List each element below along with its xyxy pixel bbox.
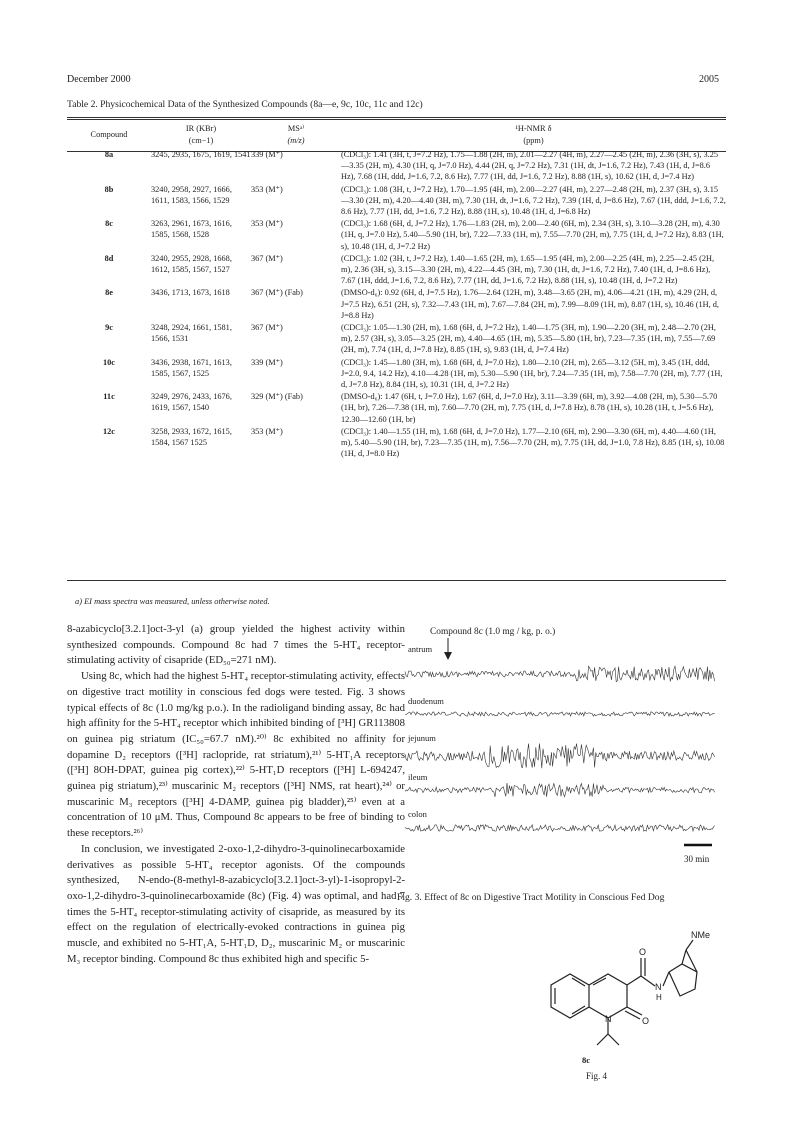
table-bottom-rule bbox=[67, 580, 726, 581]
table-row bbox=[67, 218, 726, 253]
structure-8c-drawing bbox=[545, 900, 711, 1060]
cell-nmr: (DMSO-d₆): 1.47 (6H, t, J=7.0 Hz), 1.67 (6H, d, J=7.0 Hz), 3.11—3.39 (6H, m), 3.92—4.08 (2H, m), 5.30—5.70 (1H, br), 7.26—7.38 (1H, m), 7.60—7.70 (2H, m), 7.75 (1H, d, J=7.8 Hz), 8.78 (1H, s), 10.28 (1H, t, J=5.6 Hz), 12.30—12.60 (1H, br) bbox=[341, 392, 718, 424]
page-number: 2005 bbox=[699, 74, 719, 85]
cell-ms: 353 (M⁺) bbox=[251, 219, 283, 229]
body-paragraph-3: In conclusion, we investigated 2-oxo-1,2-dihydro-3-quinolinecarboxamide derivatives as possible 5-HT₄ receptor agonists. Of the compounds synthesized, N-endo-(8-methyl-8-azabicyclo[3.2.1]oct-3-yl)-1-isopropyl-2-oxo-1,2-dihydro-3-quinolinecarboxamide (8c) (Fig. 4) was optimal, and had 7 times the 5-HT₄ receptor-stimulating activity of cisapride, as measured by its effect on the regulation of electrically-evoked contractions in guinea pig muscle, and exhibited no 5-HT₁A, 5-HT₁D, D₂, muscarinic M₂ or muscarinic M₃ receptor binding. Compound 8c thus exhibited high and specific 5- bbox=[67, 842, 405, 965]
trace-label-antrum: antrum bbox=[408, 644, 433, 654]
table-row bbox=[67, 287, 726, 322]
structure-compound-label: 8c bbox=[582, 1055, 591, 1065]
cell-nmr: (CDCl₃): 1.08 (3H, t, J=7.2 Hz), 1.70—1.95 (4H, m), 2.00—2.27 (4H, m), 2.27—2.48 (2H, m), 2.37 (3H, s), 3.15—3.30 (2H, m), 4.20—4.40 (3H, m), 7.30 (1H, dt, J=1.6, 7.2 Hz), 7.39 (1H, d, J=8.6 Hz), 7.67 (1H, ddd, J=1.6, 7.2, 8.6 Hz), 7.77 (1H, dd, J=1.6, 7.2 Hz), 8.88 (1H, s), 10.48 (1H, d, J=6.8 Hz) bbox=[341, 184, 726, 217]
amide-oxygen-label: O bbox=[639, 947, 647, 957]
benzene-ring bbox=[551, 974, 589, 1018]
nme-label: NMe bbox=[691, 930, 711, 940]
cell-ir: 3436, 1713, 1673, 1618 bbox=[151, 288, 230, 298]
table-row bbox=[67, 184, 726, 219]
cell-ms: 367 (M⁺) (Fab) bbox=[251, 288, 303, 298]
cell-compound: 8b bbox=[104, 184, 114, 194]
cell-compound: 8d bbox=[104, 253, 114, 263]
table-caption: Table 2. Physicochemical Data of the Synthesized Compounds (8a—e, 9c, 10c, 11c and 12c) bbox=[67, 99, 423, 110]
figure-3-traces bbox=[405, 618, 727, 888]
table-row bbox=[67, 149, 726, 184]
trace-jejunum bbox=[405, 744, 715, 769]
cell-compound: 9c bbox=[105, 323, 113, 333]
cell-compound: 12c bbox=[103, 426, 115, 436]
cell-ir: 3263, 2961, 1673, 1616, 1585, 1568, 1528 bbox=[151, 219, 232, 240]
cell-compound: 10c bbox=[103, 357, 115, 367]
pyridone-ring bbox=[589, 974, 627, 1018]
body-text-column bbox=[67, 622, 405, 967]
cell-ir: 3245, 2935, 1675, 1619, 1541 bbox=[151, 150, 251, 159]
trace-label-duodenum: duodenum bbox=[408, 696, 444, 706]
cell-ir: 3240, 2958, 2927, 1666, 1611, 1583, 1566, 1529 bbox=[151, 184, 232, 205]
trace-antrum bbox=[405, 666, 715, 682]
ring-nitrogen-label: N bbox=[605, 1014, 612, 1024]
table-footnote: a) EI mass spectra was measured, unless otherwise noted. bbox=[75, 597, 270, 606]
trace-label-ileum: ileum bbox=[408, 772, 428, 782]
table-header-row bbox=[67, 120, 726, 149]
cell-nmr: (CDCl₃): 1.05—1.30 (2H, m), 1.68 (6H, d, J=7.2 Hz), 1.40—1.75 (3H, m), 1.90—2.20 (3H, m), 2.48—2.70 (2H, m), 2.57 (3H, s), 3.05—3.25 (2H, m), 4.40—4.65 (1H, m), 5.35—5.80 (1H, br), 7.23—7.35 (1H, m), 7.55—7.69 (2H, m), 7.74 (1H, d, J=7.8 Hz), 8.85 (1H, s), 9.83 (1H, d, J=7.4 Hz) bbox=[341, 323, 716, 355]
cell-compound: 8a bbox=[104, 150, 114, 159]
cell-ir: 3258, 2933, 1672, 1615, 1584, 1567 1525 bbox=[151, 426, 232, 448]
cell-ir: 3436, 2938, 1671, 1613, 1585, 1567, 1525 bbox=[151, 357, 232, 378]
table-row bbox=[67, 391, 726, 426]
col-ir: IR (KBr) (cm−1) bbox=[185, 124, 217, 145]
figure-4-structure bbox=[545, 900, 711, 1080]
cell-compound: 8c bbox=[105, 219, 113, 229]
cell-ms: 329 (M⁺) (Fab) bbox=[251, 392, 303, 402]
figure-3-area bbox=[405, 618, 727, 888]
cell-ms: 353 (M⁺) bbox=[251, 184, 283, 194]
dose-label: Compound 8c (1.0 mg / kg, p. o.) bbox=[430, 627, 556, 637]
cell-ms: 339 (M⁺) bbox=[251, 357, 283, 367]
trace-label-colon: colon bbox=[408, 809, 427, 819]
time-scale-label: 30 min bbox=[684, 854, 710, 864]
cell-nmr: (CDCl₃): 1.41 (3H, t, J=7.2 Hz), 1.75—1.88 (2H, m), 2.01—2.27 (4H, m), 2.27—2.45 (2H, m), 2.36 (3H, s), 3.25—3.35 (2H, m), 4.30 (1H, q, J=7.0 Hz), 4.44 (2H, q, J=7.2 Hz), 7.31 (1H, dt, J=1.6, 7.2 Hz), 7.43 (1H, d, J=8.6 Hz), 7.68 (1H, ddd, J=1.6, 7.2, 8.6 Hz), 7.77 (1H, dd, J=1.6, 7.2 Hz), 8.88 (1H, s), 10.62 (1H, d, J=7.4 Hz) bbox=[341, 150, 718, 182]
cell-ms: 339 (M⁺) bbox=[251, 150, 283, 159]
cell-ms: 367 (M⁺) bbox=[251, 323, 283, 333]
amide-nitrogen-label: N bbox=[655, 982, 662, 992]
cell-ms: 353 (M⁺) bbox=[251, 426, 283, 436]
col-nmr: ¹H-NMR δ (ppm) bbox=[515, 124, 552, 145]
cell-ms: 367 (M⁺) bbox=[251, 253, 283, 263]
cell-nmr: (CDCl₃): 1.68 (6H, d, J=7.2 Hz), 1.76—1.83 (2H, m), 2.00—2.40 (6H, m), 2.34 (3H, s), 3.10—3.28 (2H, m), 4.30 (1H, q, J=7.0 Hz), 5.40—5.90 (1H, br), 7.22—7.33 (1H, m), 7.55—7.70 (2H, m), 7.75 (1H, d, J=7.2 Hz), 8.83 (1H, s), 10.48 (1H, d, J=7.2 Hz) bbox=[341, 219, 724, 251]
cell-nmr: (CDCl₃): 1.45—1.80 (3H, m), 1.68 (6H, d, J=7.0 Hz), 1.80—2.10 (2H, m), 2.65—3.12 (5H, m), 3.45 (1H, ddd, J=2.0, 9.4, 14.2 Hz), 4.10—4.28 (1H, m), 5.30—5.90 (1H, br), 7.24—7.35 (1H, m), 7.58—7.70 (2H, m), 7.77 (1H, d, J=7.8 Hz), 8.84 (1H, s), 10.31 (1H, d, J=7.2 Hz) bbox=[341, 357, 723, 390]
col-ms: MSᵃ⁾ (m/z) bbox=[287, 124, 305, 145]
trace-label-jejunum: jejunum bbox=[408, 733, 436, 743]
figure-4-caption: Fig. 4 bbox=[586, 1071, 608, 1081]
cell-nmr: (CDCl₃): 1.40—1.55 (1H, m), 1.68 (6H, d, J=7.0 Hz), 1.77—2.10 (6H, m), 2.90—3.30 (6H, m), 4.40—4.60 (1H, m), 5.40—5.90 (1H, br), 7.23—7.35 (1H, m), 7.56—7.70 (2H, m), 7.75 (1H, dd, J=1.0, 7.8 Hz), 8.85 (1H, s), 10.08 (1H, d, J=8.0 Hz) bbox=[341, 426, 725, 459]
trace-ileum bbox=[405, 783, 715, 797]
table-row bbox=[67, 426, 726, 461]
table-row bbox=[67, 253, 726, 288]
cell-compound: 11c bbox=[103, 392, 115, 402]
cell-ir: 3248, 2924, 1661, 1581, 1566, 1531 bbox=[151, 323, 232, 344]
body-paragraph-2: Using 8c, which had the highest 5-HT₄ receptor-stimulating activity, effects on digestive tract motility in conscious fed dogs were tested. Fig. 3 shows typical effects of 8c (1.0 mg/kg p.o.). In the radioligand binding assay, 8c had high affinity for the 5-HT₄ receptor which inhibited binding of [³H] GR113808 on guinea pig striatum (IC₅₀=67.7 nM).²⁰⁾ 8c exhibited no affinity for dopamine D₂ receptors ([³H] raclopride, rat striatum),²¹⁾ 5-HT₁A receptors ([³H] 8OH-DPAT, guinea pig cortex),²²⁾ 5-HT₁D receptors ([³H] L-694247, guinea pig striatum),²³⁾ muscarinic M₂ receptors ([³H] NMS, rat heart),²⁴⁾ or muscarinic M₃ receptors ([³H] 4-DAMP, guinea pig bladder),²⁵⁾ even at a concentration of 10 μM. Thus, Compound 8c appears to be free of binding to these receptors.²⁶⁾ bbox=[67, 670, 405, 840]
col-compound: Compound bbox=[90, 129, 128, 139]
trace-duodenum bbox=[405, 712, 715, 716]
cell-nmr: (CDCl₃): 1.02 (3H, t, J=7.2 Hz), 1.40—1.65 (2H, m), 1.65—1.95 (4H, m), 2.00—2.25 (4H, m), 2.25—2.45 (2H, m), 2.36 (3H, s), 3.15—3.30 (2H, m), 4.22—4.45 (3H, m), 7.30 (1H, dt, J=1.6, 7.2 Hz), 7.40 (1H, d, J=8.6 Hz), 7.67 (1H, ddd, J=1.6, 7.2, 8.6 Hz), 7.77 (1H, dd, J=1.6, 7.2 Hz), 8.88 (1H, s), 10.48 (1H, d, J=7.2 Hz) bbox=[341, 253, 715, 286]
table-row bbox=[67, 357, 726, 392]
running-header-date: December 2000 bbox=[67, 74, 131, 85]
trace-colon bbox=[405, 825, 715, 832]
body-paragraph-1: 8-azabicyclo[3.2.1]oct-3-yl (a) group yielded the highest activity within synthesized compounds. Compound 8c had 7 times the 5-HT₄ receptor-stimulating activity of cisapride (ED₅₀=271 nM). bbox=[67, 623, 405, 667]
cell-nmr: (DMSO-d₆): 0.92 (6H, d, J=7.5 Hz), 1.76—2.64 (12H, m), 3.48—3.65 (2H, m), 4.06—4.21 (1H, m), 4.29 (2H, d, J=7.5 Hz), 6.51 (2H, s), 7.32—7.43 (1H, m), 7.67—7.84 (2H, m), 7.99—8.09 (1H, m), 8.87 (1H, s), 10.46 (1H, d, J=8.8 Hz) bbox=[341, 288, 720, 320]
cell-ir: 3249, 2976, 2433, 1676, 1619, 1567, 1540 bbox=[151, 392, 232, 413]
table-row bbox=[67, 322, 726, 357]
cell-ir: 3240, 2955, 2928, 1668, 1612, 1585, 1567, 1527 bbox=[151, 253, 232, 275]
ring-oxygen-label: O bbox=[642, 1016, 650, 1026]
cell-compound: 8e bbox=[105, 288, 113, 298]
dose-arrow-head bbox=[444, 652, 452, 660]
amide-hydrogen-label: H bbox=[656, 993, 662, 1002]
tropane-ring bbox=[669, 964, 697, 996]
physicochemical-data-table bbox=[67, 120, 726, 460]
table-top-rule bbox=[67, 117, 726, 118]
figure-3-caption: Fig. 3. Effect of 8c on Digestive Tract Motility in Conscious Fed Dog bbox=[397, 892, 665, 903]
motility-traces bbox=[405, 666, 715, 831]
